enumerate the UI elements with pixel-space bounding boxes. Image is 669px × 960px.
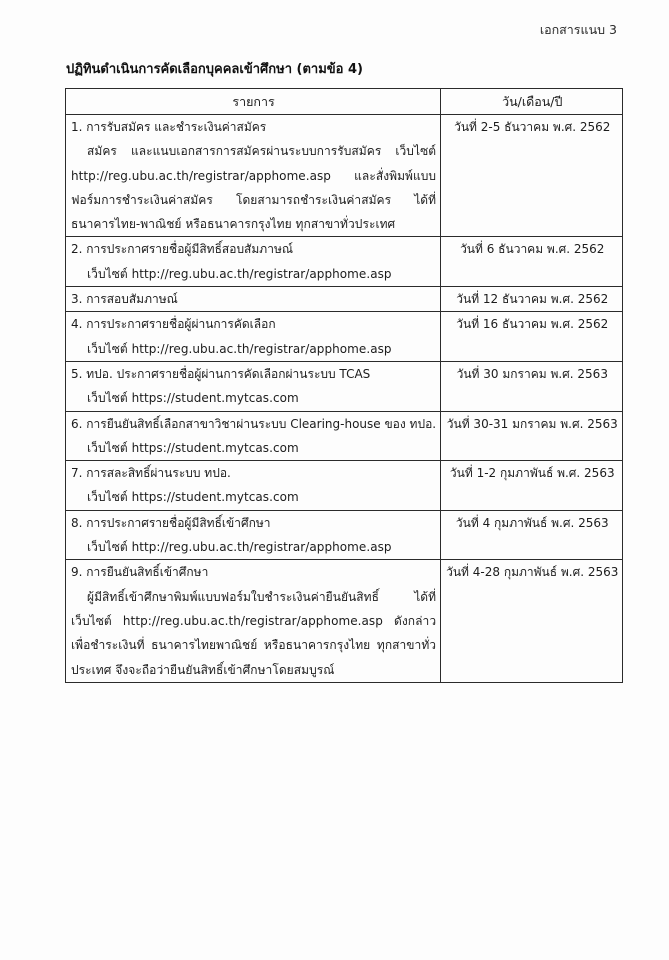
item-detail: สมัคร และแนบเอกสารการสมัครผ่านระบบการรับสมัคร เว็บไซต์ http://reg.ubu.ac.th/registrar/apphome.asp และสั่งพิมพ์แบบฟอร์มการชำระเงินค่าสมัคร โดยสามารถชำระเงินค่าสมัคร ได้ที่ ธนาคารไทย-พาณิชย์ หรือธนาคารกรุงไทย ทุกสาขาทั่วประเทศ	[71, 144, 437, 232]
date-cell: วันที่ 6 ธันวาคม พ.ศ. 2562	[441, 237, 623, 287]
date-cell: วันที่ 12 ธันวาคม พ.ศ. 2562	[441, 287, 623, 312]
document-title: ปฏิทินดำเนินการคัดเลือกบุคคลเข้าศึกษา (ตามข้อ 4)	[66, 62, 363, 77]
date-cell: วันที่ 2-5 ธันวาคม พ.ศ. 2562	[441, 115, 623, 237]
date-cell: วันที่ 1-2 กุมภาพันธ์ พ.ศ. 2563	[441, 461, 623, 511]
table-row	[66, 287, 623, 312]
item-cell	[66, 237, 441, 287]
item-title: 5. ทปอ. ประกาศรายชื่อผู้ผ่านการคัดเลือกผ่านระบบ TCAS	[71, 366, 371, 381]
table-row	[66, 312, 623, 362]
item-cell	[66, 461, 441, 511]
table-row	[66, 510, 623, 560]
attachment-label: เอกสารแนบ 3	[539, 22, 617, 37]
table-row	[66, 361, 623, 411]
table-row	[66, 461, 623, 511]
item-title: 8. การประกาศรายชื่อผู้มีสิทธิ์เข้าศึกษา	[71, 515, 271, 530]
item-detail: เว็บไซต์ https://student.mytcas.com	[87, 391, 299, 406]
schedule-table	[65, 88, 623, 683]
item-cell	[66, 312, 441, 362]
column-header-date: วัน/เดือน/ปี	[441, 89, 623, 115]
item-title: 4. การประกาศรายชื่อผู้ผ่านการคัดเลือก	[71, 317, 276, 332]
item-detail: เว็บไซต์ https://student.mytcas.com	[87, 440, 299, 455]
item-cell	[66, 510, 441, 560]
table-row	[66, 115, 623, 237]
date-cell: วันที่ 4 กุมภาพันธ์ พ.ศ. 2563	[441, 510, 623, 560]
date-cell: วันที่ 30-31 มกราคม พ.ศ. 2563	[441, 411, 623, 461]
date-cell: วันที่ 16 ธันวาคม พ.ศ. 2562	[441, 312, 623, 362]
table-row	[66, 237, 623, 287]
item-cell	[66, 560, 441, 682]
item-title: 7. การสละสิทธิ์ผ่านระบบ ทปอ.	[71, 466, 231, 481]
item-cell	[66, 361, 441, 411]
table-row	[66, 411, 623, 461]
item-title: 6. การยืนยันสิทธิ์เลือกสาขาวิชาผ่านระบบ Clearing-house ของ ทปอ.	[71, 416, 437, 431]
item-detail: เว็บไซต์ http://reg.ubu.ac.th/registrar/apphome.asp	[87, 540, 392, 555]
item-title: 3. การสอบสัมภาษณ์	[71, 292, 178, 307]
date-cell: วันที่ 30 มกราคม พ.ศ. 2563	[441, 361, 623, 411]
item-cell	[66, 287, 441, 312]
item-detail: เว็บไซต์ https://student.mytcas.com	[87, 490, 299, 505]
column-header-item: รายการ	[66, 89, 441, 115]
item-title: 2. การประกาศรายชื่อผู้มีสิทธิ์สอบสัมภาษณ์	[71, 242, 293, 257]
item-detail: เว็บไซต์ http://reg.ubu.ac.th/registrar/apphome.asp	[87, 266, 392, 281]
table-header-row	[66, 89, 623, 115]
date-cell: วันที่ 4-28 กุมภาพันธ์ พ.ศ. 2563	[441, 560, 623, 682]
item-title: 1. การรับสมัคร และชำระเงินค่าสมัคร	[71, 120, 267, 134]
item-title: 9. การยืนยันสิทธิ์เข้าศึกษา	[71, 565, 209, 580]
item-detail: ผู้มีสิทธิ์เข้าศึกษาพิมพ์แบบฟอร์มใบชำระเงินค่ายืนยันสิทธิ์ ได้ที่ เว็บไซต์ http://reg.ubu.ac.th/registrar/apphome.asp ดังกล่าวเพื่อชำระเงินที่ ธนาคารไทยพาณิชย์ หรือธนาคารกรุงไทย ทุกสาขาทั่วประเทศ จึงจะถือว่ายืนยันสิทธิ์เข้าศึกษาโดยสมบูรณ์	[71, 589, 437, 677]
item-detail: เว็บไซต์ http://reg.ubu.ac.th/registrar/apphome.asp	[87, 341, 392, 356]
item-cell	[66, 115, 441, 237]
table-row	[66, 560, 623, 682]
item-cell	[66, 411, 441, 461]
